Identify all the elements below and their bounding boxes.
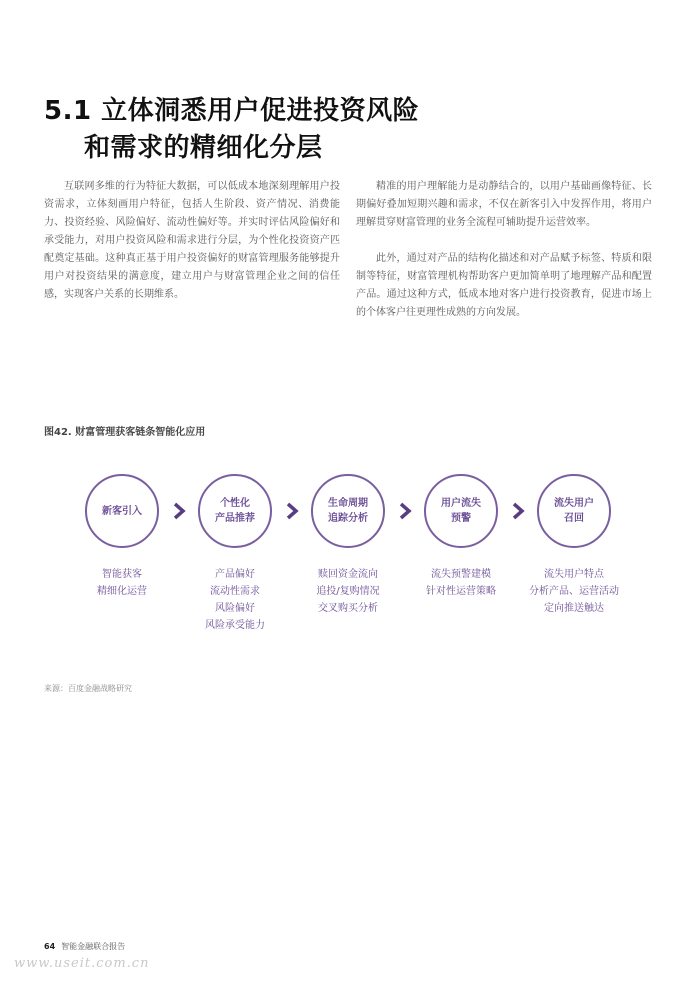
body-left-column [44,178,340,304]
description-line: 交叉购买分析 [318,603,378,614]
diagram-node-lifecycle-tracking: 生命周期 追踪分析 [311,474,385,548]
description-line: 精细化运营 [97,586,147,597]
description-line: 定向推送触达 [544,603,604,614]
page-title [44,93,419,167]
diagram-node-churn-warning: 用户流失 预警 [424,474,498,548]
body-paragraph: 精准的用户理解能力是动静结合的，以用户基础画像特征、长期偏好叠加短期兴趣和需求，不仅在新客引入中发挥作用，将用户理解贯穿财富管理的业务全流程可辅助提升运营效率。 [356,181,652,228]
description-line: 产品偏好 [215,569,255,580]
description-line: 流动性需求 [210,586,260,597]
description-line: 流失用户特点 [544,569,604,580]
acquisition-chain-diagram [0,474,694,634]
watermark: www.useit.com.cn [14,956,150,971]
description-line: 风险承受能力 [205,620,265,631]
description-line: 赎回资金流向 [318,569,378,580]
description-line: 针对性运营策略 [426,586,496,597]
body-right-column [356,178,652,322]
diagram-node-description [509,566,639,617]
description-line: 追投/复购情况 [316,586,380,597]
description-line: 风险偏好 [215,603,255,614]
title-line-2: 和需求的精细化分层 [84,133,323,163]
diagram-node-product-recommendation: 个性化 产品推荐 [198,474,272,548]
body-paragraph: 互联网多维的行为特征大数据，可以低成本地深刻理解用户投资需求，立体刻画用户特征，包括人生阶段、资产情况、消费能力、投资经验、风险偏好、流动性偏好等。并实时评估风险偏好和承受能力，对用户投资风险和需求进行分层，为个性化投资资产匹配奠定基础。这种真正基于用户投资偏好的财富管理服务能够提升用户对投资结果的满意度，建立用户与财富管理企业之间的信任感，实现客户关系的长期维系。 [44,181,340,300]
report-name: 智能金融联合报告 [61,942,126,951]
body-paragraph: 此外，通过对产品的结构化描述和对产品赋予标签、特质和限制等特征，财富管理机构帮助客户更加简单明了地理解产品和配置产品。通过这种方式，低成本地对客户进行投资教育，促进市场上的个体客户往更理性成熟的方向发展。 [356,253,652,318]
description-line: 流失预警建模 [431,569,491,580]
diagram-node-description [170,566,300,634]
diagram-node-new-customer: 新客引入 [85,474,159,548]
description-line: 分析产品、运营活动 [529,586,619,597]
diagram-node-description [396,566,526,600]
diagram-node-description [283,566,413,617]
chevron-right-icon [511,502,525,520]
page-footer [44,941,125,952]
page-number: 64 [44,942,56,951]
figure-source: 来源：百度金融战略研究 [44,684,132,693]
description-line: 智能获客 [102,569,142,580]
title-line-1: 5.1 立体洞悉用户促进投资风险 [44,96,420,126]
chevron-right-icon [398,502,412,520]
diagram-node-description [57,566,187,600]
chevron-right-icon [172,502,186,520]
diagram-node-churn-recall: 流失用户 召回 [537,474,611,548]
chevron-right-icon [285,502,299,520]
figure-caption: 图42. 财富管理获客链条智能化应用 [44,427,206,438]
